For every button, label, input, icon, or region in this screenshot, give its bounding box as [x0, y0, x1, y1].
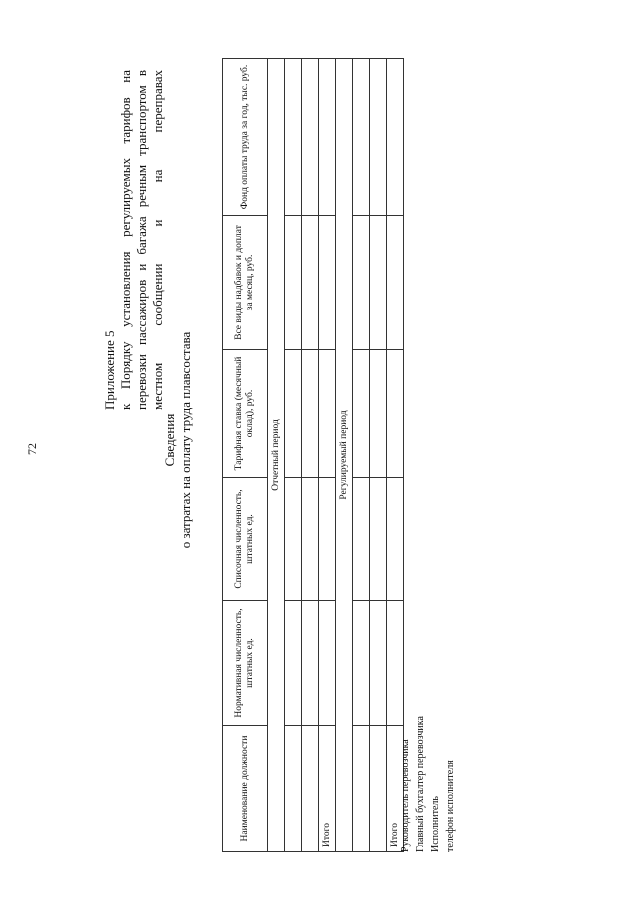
table-row	[353, 59, 370, 852]
signature-chief-accountant: Главный бухгалтер перевозчика	[415, 716, 426, 852]
section-row-reporting	[268, 59, 285, 852]
table-cell	[370, 601, 387, 726]
table-cell	[353, 478, 370, 601]
table-cell	[285, 726, 302, 852]
header-position: Наименование должности	[223, 726, 268, 852]
signature-head: Руководитель перевозчика	[400, 739, 411, 852]
table-cell	[302, 601, 319, 726]
table-cell	[353, 59, 370, 216]
table-cell	[319, 59, 336, 216]
table-cell	[353, 216, 370, 350]
table-row-total-reporting	[319, 59, 336, 852]
table-cell	[302, 59, 319, 216]
signature-block	[398, 716, 458, 852]
table-cell	[285, 478, 302, 601]
table-cell	[285, 59, 302, 216]
heading-line-1: Сведения	[162, 413, 177, 467]
table-row	[285, 59, 302, 852]
section-label-regulated: Регулируемый период	[336, 59, 353, 852]
table-cell	[370, 726, 387, 852]
heading-line-2: о затратах на оплату труда плавсостава	[178, 331, 193, 549]
table-cell	[302, 350, 319, 478]
table-cell	[302, 216, 319, 350]
table-cell	[353, 601, 370, 726]
section-row-regulated	[336, 59, 353, 852]
total-label-regulated: Итого	[387, 726, 404, 852]
table-cell	[387, 478, 404, 601]
section-label-reporting: Отчетный период	[268, 59, 285, 852]
table-cell	[370, 350, 387, 478]
table-cell	[370, 59, 387, 216]
table-cell	[319, 216, 336, 350]
rotated-content	[20, 30, 456, 880]
table-cell	[319, 478, 336, 601]
labor-cost-table	[222, 58, 404, 852]
signature-executor-phone: телефон исполнителя	[445, 760, 456, 852]
table-cell	[319, 601, 336, 726]
table-cell	[285, 216, 302, 350]
document-heading	[162, 300, 194, 580]
annex-title: Приложение 5	[102, 330, 117, 410]
header-allowances: Все виды надбавок и доплат за месяц, руб.	[223, 216, 268, 350]
header-list-count: Списочная численность, штатных ед.	[223, 478, 268, 601]
table-cell	[387, 59, 404, 216]
header-payroll-fund: Фонд оплаты труда за год, тыс. руб.	[223, 59, 268, 216]
table-cell	[285, 350, 302, 478]
table-cell	[285, 601, 302, 726]
table-row	[302, 59, 319, 852]
table-cell	[302, 726, 319, 852]
table-cell	[353, 350, 370, 478]
table-cell	[370, 478, 387, 601]
header-normative-count: Нормативная численность, штатных ед.	[223, 601, 268, 726]
header-tariff-rate: Тарифная ставка (месячный оклад), руб.	[223, 350, 268, 478]
table-cell	[353, 726, 370, 852]
table-cell	[319, 350, 336, 478]
total-label-reporting: Итого	[319, 726, 336, 852]
table-row	[370, 59, 387, 852]
annex-block	[102, 70, 166, 410]
table-cell	[387, 601, 404, 726]
table-cell	[302, 478, 319, 601]
signature-executor: Исполнитель	[430, 796, 441, 852]
table-cell	[370, 216, 387, 350]
table-header-row	[223, 59, 268, 852]
table-cell	[387, 216, 404, 350]
annex-text: к Порядку установления регулируемых тарифов на перевозки пассажиров и багажа речным транспортом в местном сообщении и на переправах	[118, 70, 165, 410]
table-cell	[387, 350, 404, 478]
page-number: 72	[25, 443, 39, 455]
